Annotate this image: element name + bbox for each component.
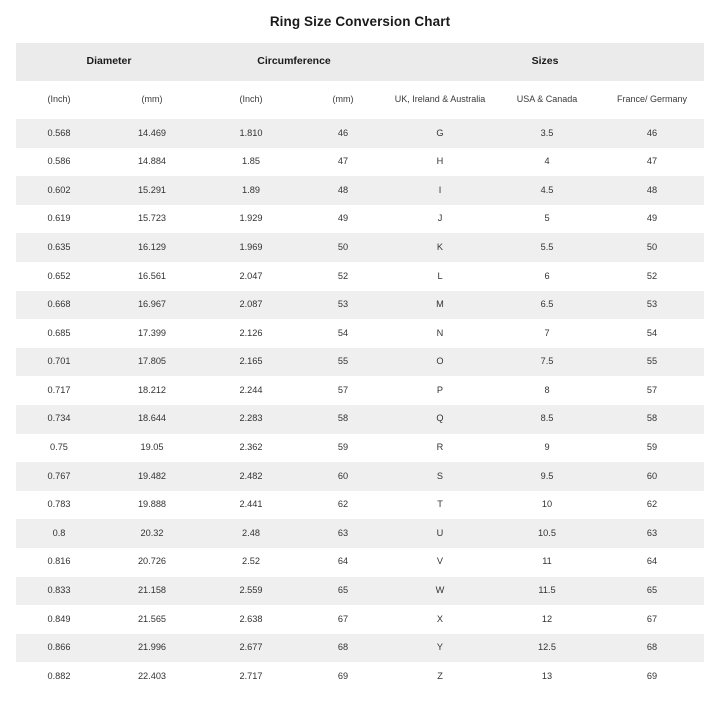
cell-diameter-mm: 19.888	[102, 491, 202, 520]
table-row	[16, 148, 704, 177]
cell-size-usa: 6.5	[494, 291, 600, 320]
cell-size-usa: 11	[494, 548, 600, 577]
cell-size-france: 49	[600, 205, 704, 234]
cell-size-france: 47	[600, 148, 704, 177]
cell-diameter-mm: 21.996	[102, 634, 202, 663]
cell-diameter-inch: 0.685	[16, 319, 102, 348]
cell-circumference-inch: 2.047	[202, 262, 300, 291]
cell-size-uk: L	[386, 262, 494, 291]
cell-diameter-inch: 0.635	[16, 233, 102, 262]
table-group-header-row	[16, 43, 704, 81]
column-header-uk-ireland-australia: UK, Ireland & Australia	[386, 81, 494, 119]
cell-diameter-mm: 20.32	[102, 519, 202, 548]
cell-diameter-mm: 15.723	[102, 205, 202, 234]
table-sub-header-row	[16, 81, 704, 119]
cell-diameter-mm: 16.129	[102, 233, 202, 262]
table-row	[16, 577, 704, 606]
cell-circumference-mm: 63	[300, 519, 386, 548]
cell-size-france: 62	[600, 491, 704, 520]
cell-circumference-mm: 65	[300, 577, 386, 606]
cell-diameter-inch: 0.783	[16, 491, 102, 520]
cell-size-usa: 11.5	[494, 577, 600, 606]
cell-size-usa: 9.5	[494, 462, 600, 491]
cell-circumference-inch: 2.52	[202, 548, 300, 577]
column-header-circumference-inch: (Inch)	[202, 81, 300, 119]
cell-circumference-mm: 50	[300, 233, 386, 262]
cell-size-uk: Y	[386, 634, 494, 663]
table-row	[16, 176, 704, 205]
table-row	[16, 462, 704, 491]
cell-diameter-mm: 16.561	[102, 262, 202, 291]
cell-circumference-mm: 53	[300, 291, 386, 320]
cell-circumference-inch: 2.362	[202, 434, 300, 463]
cell-circumference-mm: 69	[300, 662, 386, 691]
cell-circumference-mm: 58	[300, 405, 386, 434]
cell-diameter-mm: 21.158	[102, 577, 202, 606]
cell-diameter-mm: 19.05	[102, 434, 202, 463]
cell-circumference-inch: 2.48	[202, 519, 300, 548]
cell-size-france: 63	[600, 519, 704, 548]
cell-circumference-inch: 1.85	[202, 148, 300, 177]
cell-size-france: 46	[600, 119, 704, 148]
cell-size-usa: 10	[494, 491, 600, 520]
cell-circumference-inch: 2.087	[202, 291, 300, 320]
table-row	[16, 662, 704, 691]
cell-diameter-mm: 22.403	[102, 662, 202, 691]
ring-size-conversion-table	[16, 43, 704, 691]
cell-size-usa: 13	[494, 662, 600, 691]
cell-circumference-inch: 1.89	[202, 176, 300, 205]
cell-size-usa: 4	[494, 148, 600, 177]
cell-circumference-mm: 47	[300, 148, 386, 177]
cell-size-uk: R	[386, 434, 494, 463]
cell-diameter-inch: 0.75	[16, 434, 102, 463]
cell-circumference-mm: 60	[300, 462, 386, 491]
cell-size-france: 67	[600, 605, 704, 634]
cell-size-usa: 8.5	[494, 405, 600, 434]
cell-size-uk: M	[386, 291, 494, 320]
cell-diameter-mm: 14.469	[102, 119, 202, 148]
cell-size-france: 57	[600, 376, 704, 405]
table-row	[16, 634, 704, 663]
table-row	[16, 434, 704, 463]
cell-circumference-inch: 2.559	[202, 577, 300, 606]
cell-diameter-mm: 16.967	[102, 291, 202, 320]
cell-circumference-mm: 46	[300, 119, 386, 148]
cell-diameter-mm: 17.805	[102, 348, 202, 377]
cell-circumference-mm: 49	[300, 205, 386, 234]
cell-diameter-inch: 0.882	[16, 662, 102, 691]
cell-diameter-inch: 0.701	[16, 348, 102, 377]
table-row	[16, 205, 704, 234]
cell-circumference-inch: 2.244	[202, 376, 300, 405]
cell-circumference-mm: 64	[300, 548, 386, 577]
cell-diameter-mm: 19.482	[102, 462, 202, 491]
cell-size-france: 58	[600, 405, 704, 434]
cell-diameter-mm: 15.291	[102, 176, 202, 205]
table-row	[16, 548, 704, 577]
cell-size-usa: 12.5	[494, 634, 600, 663]
cell-size-france: 69	[600, 662, 704, 691]
cell-size-usa: 5.5	[494, 233, 600, 262]
cell-size-france: 59	[600, 434, 704, 463]
cell-size-france: 50	[600, 233, 704, 262]
cell-size-uk: W	[386, 577, 494, 606]
cell-size-france: 65	[600, 577, 704, 606]
table-row	[16, 119, 704, 148]
table-row	[16, 519, 704, 548]
group-header-diameter: Diameter	[16, 43, 202, 81]
cell-circumference-inch: 1.929	[202, 205, 300, 234]
cell-size-usa: 12	[494, 605, 600, 634]
cell-size-uk: U	[386, 519, 494, 548]
cell-size-uk: V	[386, 548, 494, 577]
table-row	[16, 233, 704, 262]
cell-size-usa: 4.5	[494, 176, 600, 205]
column-header-diameter-mm: (mm)	[102, 81, 202, 119]
cell-diameter-inch: 0.652	[16, 262, 102, 291]
cell-size-uk: T	[386, 491, 494, 520]
table-row	[16, 348, 704, 377]
cell-circumference-inch: 2.283	[202, 405, 300, 434]
cell-diameter-inch: 0.734	[16, 405, 102, 434]
cell-size-uk: Q	[386, 405, 494, 434]
cell-size-usa: 3.5	[494, 119, 600, 148]
cell-circumference-mm: 67	[300, 605, 386, 634]
cell-circumference-inch: 2.482	[202, 462, 300, 491]
cell-circumference-mm: 59	[300, 434, 386, 463]
cell-size-usa: 6	[494, 262, 600, 291]
cell-size-usa: 8	[494, 376, 600, 405]
cell-size-uk: H	[386, 148, 494, 177]
cell-size-uk: Z	[386, 662, 494, 691]
cell-diameter-mm: 17.399	[102, 319, 202, 348]
cell-circumference-mm: 52	[300, 262, 386, 291]
cell-diameter-inch: 0.849	[16, 605, 102, 634]
cell-circumference-mm: 62	[300, 491, 386, 520]
cell-size-usa: 9	[494, 434, 600, 463]
cell-size-uk: K	[386, 233, 494, 262]
cell-diameter-inch: 0.866	[16, 634, 102, 663]
column-header-france-germany: France/ Germany	[600, 81, 704, 119]
cell-circumference-inch: 2.677	[202, 634, 300, 663]
cell-size-france: 48	[600, 176, 704, 205]
cell-circumference-inch: 1.810	[202, 119, 300, 148]
cell-size-france: 54	[600, 319, 704, 348]
cell-diameter-inch: 0.833	[16, 577, 102, 606]
cell-diameter-inch: 0.767	[16, 462, 102, 491]
cell-diameter-inch: 0.8	[16, 519, 102, 548]
table-row	[16, 262, 704, 291]
cell-diameter-mm: 14.884	[102, 148, 202, 177]
table-row	[16, 605, 704, 634]
cell-circumference-inch: 2.638	[202, 605, 300, 634]
cell-size-usa: 5	[494, 205, 600, 234]
cell-diameter-inch: 0.602	[16, 176, 102, 205]
cell-circumference-mm: 57	[300, 376, 386, 405]
cell-size-uk: P	[386, 376, 494, 405]
cell-size-france: 52	[600, 262, 704, 291]
column-header-circumference-mm: (mm)	[300, 81, 386, 119]
cell-circumference-mm: 55	[300, 348, 386, 377]
page-title: Ring Size Conversion Chart	[269, 14, 451, 29]
cell-size-uk: G	[386, 119, 494, 148]
cell-diameter-inch: 0.568	[16, 119, 102, 148]
cell-circumference-inch: 2.717	[202, 662, 300, 691]
cell-circumference-inch: 1.969	[202, 233, 300, 262]
cell-diameter-mm: 18.644	[102, 405, 202, 434]
cell-diameter-mm: 20.726	[102, 548, 202, 577]
cell-circumference-inch: 2.165	[202, 348, 300, 377]
cell-diameter-inch: 0.717	[16, 376, 102, 405]
cell-diameter-mm: 21.565	[102, 605, 202, 634]
table-row	[16, 405, 704, 434]
cell-diameter-inch: 0.668	[16, 291, 102, 320]
cell-diameter-inch: 0.586	[16, 148, 102, 177]
cell-size-uk: J	[386, 205, 494, 234]
column-header-usa-canada: USA & Canada	[494, 81, 600, 119]
cell-size-usa: 7	[494, 319, 600, 348]
column-header-diameter-inch: (Inch)	[16, 81, 102, 119]
cell-diameter-mm: 18.212	[102, 376, 202, 405]
cell-size-france: 55	[600, 348, 704, 377]
cell-size-france: 68	[600, 634, 704, 663]
cell-size-uk: X	[386, 605, 494, 634]
cell-size-france: 64	[600, 548, 704, 577]
cell-size-uk: O	[386, 348, 494, 377]
cell-diameter-inch: 0.816	[16, 548, 102, 577]
cell-circumference-mm: 48	[300, 176, 386, 205]
table-row	[16, 376, 704, 405]
cell-size-uk: N	[386, 319, 494, 348]
cell-size-france: 60	[600, 462, 704, 491]
cell-circumference-mm: 68	[300, 634, 386, 663]
group-header-circumference: Circumference	[202, 43, 386, 81]
table-row	[16, 491, 704, 520]
cell-circumference-inch: 2.441	[202, 491, 300, 520]
cell-size-uk: I	[386, 176, 494, 205]
cell-circumference-mm: 54	[300, 319, 386, 348]
table-row	[16, 319, 704, 348]
cell-size-usa: 7.5	[494, 348, 600, 377]
cell-size-france: 53	[600, 291, 704, 320]
group-header-sizes: Sizes	[386, 43, 704, 81]
cell-size-usa: 10.5	[494, 519, 600, 548]
table-row	[16, 291, 704, 320]
cell-diameter-inch: 0.619	[16, 205, 102, 234]
cell-circumference-inch: 2.126	[202, 319, 300, 348]
cell-size-uk: S	[386, 462, 494, 491]
